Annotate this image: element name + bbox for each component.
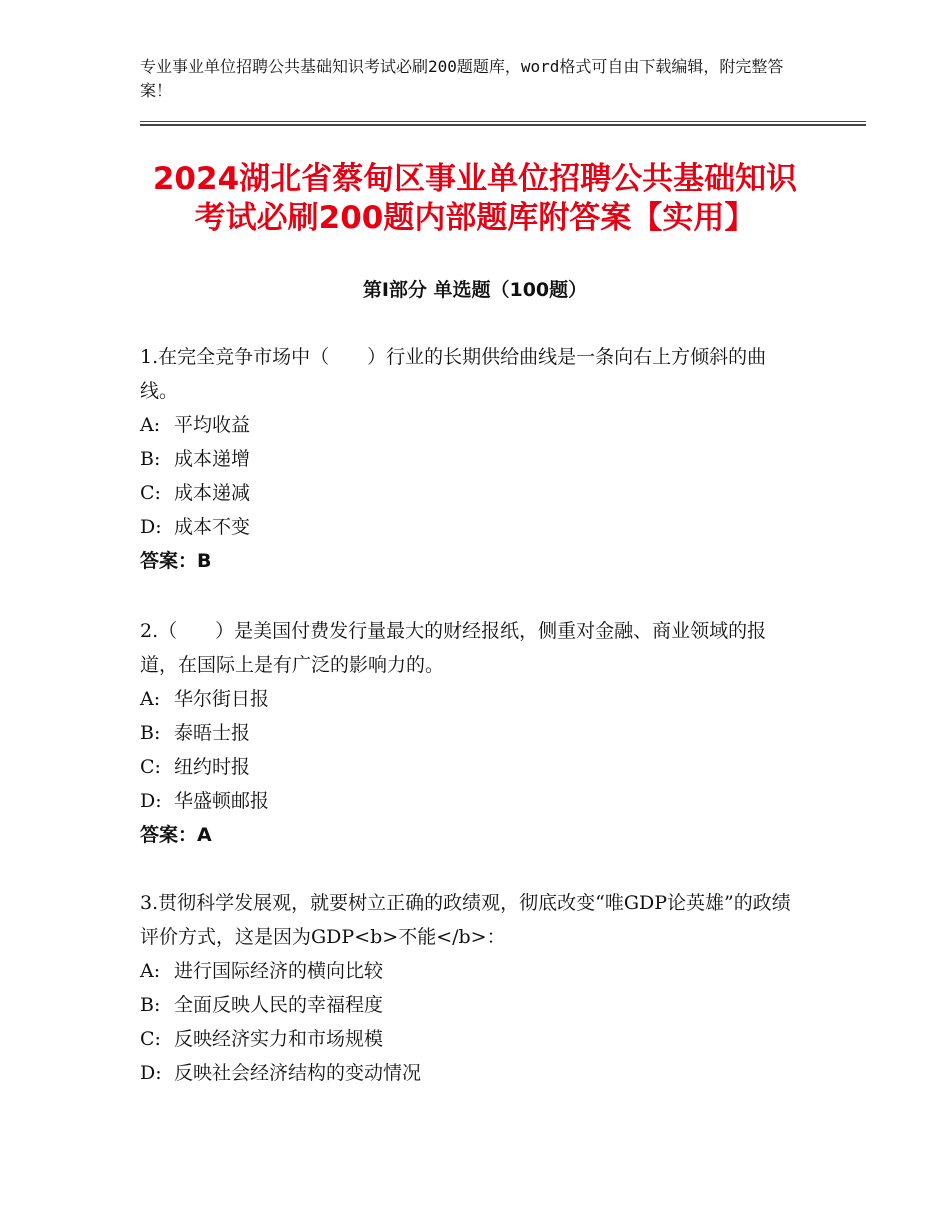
option-a <box>140 682 800 716</box>
answer: 答案：B <box>140 550 212 572</box>
option-b <box>140 716 800 750</box>
option-c <box>140 750 800 784</box>
question-stem: 1.在完全竞争市场中（ ）行业的长期供给曲线是一条向右上方倾斜的曲线。 <box>140 346 767 402</box>
option-text: 华尔街日报 <box>174 688 270 710</box>
header-divider-bottom <box>140 124 866 126</box>
answer: 答案：A <box>140 824 212 846</box>
option-text: 全面反映人民的幸福程度 <box>174 994 384 1016</box>
option-key: A: <box>140 960 161 982</box>
option-text: 反映经济实力和市场规模 <box>174 1028 384 1050</box>
document-title: 2024湖北省蔡甸区事业单位招聘公共基础知识考试必刷200题内部题库附答案【实用】 <box>152 161 798 236</box>
option-key: B: <box>140 448 161 470</box>
header-divider-top <box>140 121 866 122</box>
option-text: 进行国际经济的横向比较 <box>174 960 384 982</box>
option-d <box>140 1056 800 1090</box>
option-text: 平均收益 <box>174 414 251 436</box>
option-key: D: <box>140 790 162 812</box>
option-key: A: <box>140 414 161 436</box>
option-d <box>140 510 800 544</box>
option-text: 纽约时报 <box>174 756 251 778</box>
option-d <box>140 784 800 818</box>
option-text: 泰晤士报 <box>174 722 251 744</box>
option-a <box>140 954 800 988</box>
question-1 <box>140 340 800 578</box>
option-key: D: <box>140 516 162 538</box>
option-key: A: <box>140 688 161 710</box>
question-3 <box>140 886 800 1090</box>
option-text: 成本不变 <box>174 516 251 538</box>
option-text: 反映社会经济结构的变动情况 <box>174 1062 422 1084</box>
option-b <box>140 442 800 476</box>
question-stem: 3.贯彻科学发展观，就要树立正确的政绩观，彻底改变“唯GDP论英雄”的政绩评价方式，这是因为GDP<b>不能</b>： <box>140 892 791 948</box>
option-b <box>140 988 800 1022</box>
header-note: 专业事业单位招聘公共基础知识考试必刷200题题库，word格式可自由下载编辑，附完整答案！ <box>140 57 784 100</box>
section-title: 第Ⅰ部分 单选题（100题） <box>362 279 588 301</box>
option-key: C: <box>140 482 161 504</box>
option-c <box>140 476 800 510</box>
option-key: C: <box>140 1028 161 1050</box>
option-key: C: <box>140 756 161 778</box>
option-text: 成本递增 <box>174 448 251 470</box>
question-stem: 2.（ ）是美国付费发行量最大的财经报纸，侧重对金融、商业领域的报道，在国际上是有广泛的影响力的。 <box>140 620 767 676</box>
question-2 <box>140 614 800 852</box>
option-a <box>140 408 800 442</box>
option-text: 成本递减 <box>174 482 251 504</box>
option-key: B: <box>140 722 161 744</box>
option-key: B: <box>140 994 161 1016</box>
option-c <box>140 1022 800 1056</box>
option-key: D: <box>140 1062 162 1084</box>
option-text: 华盛顿邮报 <box>174 790 270 812</box>
